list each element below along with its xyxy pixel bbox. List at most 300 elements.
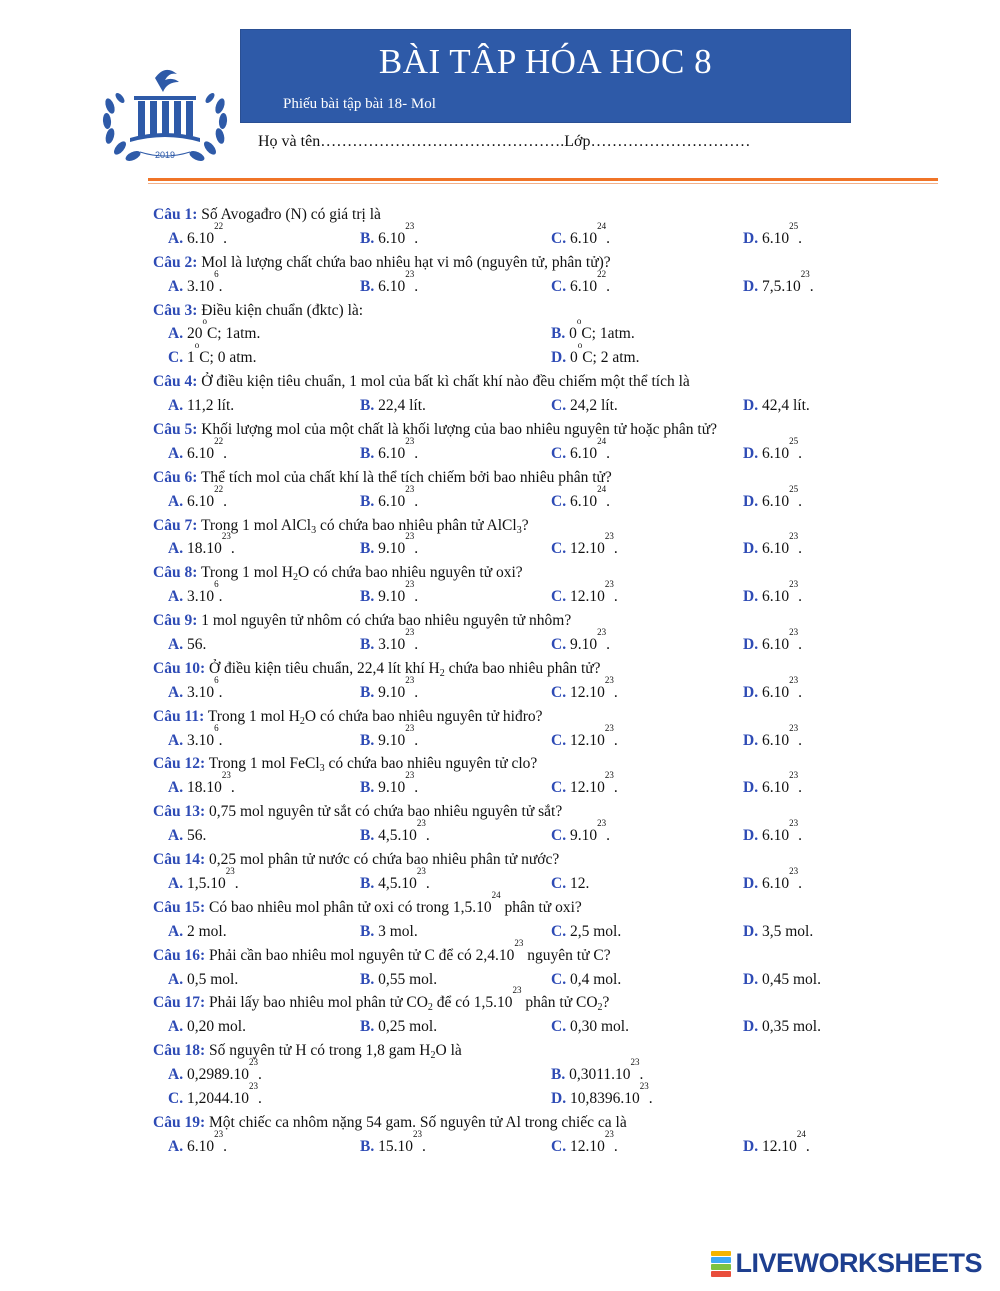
options-row bbox=[0, 1015, 1000, 1039]
answer-option[interactable] bbox=[743, 394, 810, 418]
options-row bbox=[0, 770, 1000, 800]
answer-option[interactable] bbox=[168, 770, 235, 800]
option-letter: D. bbox=[551, 349, 567, 367]
option-text: 2 mol. bbox=[183, 922, 227, 940]
school-logo bbox=[100, 66, 230, 166]
option-letter: A. bbox=[168, 397, 184, 415]
question-label: Câu 13: bbox=[153, 803, 206, 821]
answer-option[interactable] bbox=[743, 818, 802, 848]
page-title: BÀI TÂP HÓA HOC 8 bbox=[378, 42, 713, 81]
option-letter: A. bbox=[168, 588, 184, 606]
options-row bbox=[0, 268, 1000, 299]
answer-option[interactable] bbox=[743, 579, 802, 609]
option-letter: B. bbox=[360, 827, 375, 845]
question-16 bbox=[0, 937, 1000, 968]
option-text: 24,2 lít. bbox=[566, 397, 618, 415]
answer-option[interactable] bbox=[551, 579, 618, 609]
option-letter: C. bbox=[551, 492, 567, 510]
option-letter: B. bbox=[360, 683, 375, 701]
option-letter: A. bbox=[168, 229, 184, 247]
answer-option[interactable] bbox=[551, 340, 640, 370]
question-7 bbox=[0, 514, 1000, 538]
option-text: 6.10$^{23}$. bbox=[758, 770, 802, 797]
option-text: 6.10$^{22}$. bbox=[183, 435, 227, 462]
option-letter: B. bbox=[360, 779, 375, 797]
option-letter: B. bbox=[551, 1066, 566, 1084]
question-label: Câu 15: bbox=[153, 898, 206, 916]
option-letter: A. bbox=[168, 1018, 184, 1036]
option-text: 0$^o$C; 2 atm. bbox=[566, 340, 640, 367]
option-letter: C. bbox=[551, 779, 567, 797]
answer-option[interactable] bbox=[743, 674, 802, 705]
option-letter: B. bbox=[360, 731, 375, 749]
option-text: 6.10$^{23}$. bbox=[758, 531, 802, 558]
question-text: Trong 1 mol $H_2O$ có chứa bao nhiêu nguyên tử hiđro? bbox=[204, 707, 543, 727]
question-text: Điều kiện chuẩn (đktc) là: bbox=[197, 301, 364, 319]
option-letter: C. bbox=[551, 636, 567, 654]
question-17 bbox=[0, 985, 1000, 1015]
header-banner bbox=[240, 29, 851, 123]
answer-option[interactable] bbox=[743, 531, 802, 561]
option-letter: D. bbox=[743, 874, 759, 892]
question-label: Câu 9: bbox=[153, 612, 198, 630]
answer-option[interactable] bbox=[551, 872, 589, 896]
answer-option[interactable] bbox=[168, 316, 261, 346]
option-text: 9.10$^{23}$. bbox=[374, 579, 419, 606]
question-label: Câu 5: bbox=[153, 421, 198, 439]
options-row bbox=[0, 1128, 1000, 1159]
options-row bbox=[0, 483, 1000, 514]
option-text: 4,5.10$^{23}$. bbox=[374, 818, 430, 845]
option-text: 6.10$^{23}$. bbox=[758, 722, 802, 749]
option-letter: D. bbox=[743, 636, 759, 654]
option-text: 0,4 mol. bbox=[566, 970, 622, 988]
option-text: 6.10$^{23}$. bbox=[374, 435, 419, 462]
option-text: 6.10$^{23}$. bbox=[374, 483, 419, 510]
options-row bbox=[0, 220, 1000, 251]
liveworksheets-brand bbox=[711, 1248, 982, 1279]
option-text: 1$^o$C; 0 atm. bbox=[183, 340, 257, 367]
option-letter: B. bbox=[360, 397, 375, 415]
answer-option[interactable] bbox=[743, 865, 802, 896]
option-letter: C. bbox=[551, 588, 567, 606]
question-text: Phải lấy bao nhiêu mol phân tử $CO_2$ để có 1,5.10$^{23}$ phân tử $CO_2$? bbox=[205, 985, 610, 1014]
answer-option[interactable] bbox=[360, 722, 419, 753]
question-text: Trong 1 mol $H_2O$ có chứa bao nhiêu nguyên tử oxi? bbox=[197, 564, 523, 584]
question-13 bbox=[0, 800, 1000, 824]
answer-option[interactable] bbox=[168, 435, 227, 466]
option-text: 3.10$^{23}$. bbox=[374, 627, 419, 654]
answer-option[interactable] bbox=[743, 770, 802, 800]
option-text: 6.10$^{23}$. bbox=[758, 674, 802, 701]
answer-option[interactable] bbox=[360, 1128, 426, 1159]
answer-option[interactable] bbox=[168, 1128, 227, 1159]
answer-option[interactable] bbox=[360, 968, 437, 992]
option-text: 0,3011.10$^{23}$. bbox=[565, 1057, 644, 1084]
option-letter: A. bbox=[168, 827, 184, 845]
option-letter: D. bbox=[743, 827, 759, 845]
answer-option[interactable] bbox=[551, 818, 610, 848]
question-18 bbox=[0, 1039, 1000, 1063]
option-letter: D. bbox=[743, 444, 759, 462]
option-text: 3.10$^6$. bbox=[183, 268, 223, 295]
question-text: Phải cần bao nhiêu mol nguyên tử C để có 2,4.10$^{23}$ nguyên tử C? bbox=[205, 937, 611, 964]
option-letter: A. bbox=[168, 779, 184, 797]
option-text: 3.10$^6$. bbox=[183, 722, 223, 749]
question-text: Một chiếc ca nhôm nặng 54 gam. Số nguyên tử Al trong chiếc ca là bbox=[205, 1113, 627, 1131]
options-row bbox=[0, 968, 1000, 992]
option-letter: B. bbox=[551, 325, 566, 343]
option-letter: B. bbox=[360, 277, 375, 295]
question-label: Câu 17: bbox=[153, 994, 206, 1012]
answer-option[interactable] bbox=[360, 920, 418, 944]
answer-option[interactable] bbox=[551, 394, 618, 418]
option-text: 6.10$^{24}$. bbox=[566, 435, 610, 462]
answer-option[interactable] bbox=[168, 1057, 262, 1087]
question-19 bbox=[0, 1111, 1000, 1135]
option-letter: B. bbox=[360, 636, 375, 654]
answer-option[interactable] bbox=[360, 394, 426, 418]
options-row bbox=[0, 340, 1000, 370]
name-class-line: Họ và tên……………………………………….Lớp………………………… bbox=[258, 133, 751, 150]
question-label: Câu 8: bbox=[153, 564, 198, 582]
options-row bbox=[0, 674, 1000, 705]
option-letter: C. bbox=[551, 683, 567, 701]
option-letter: C. bbox=[551, 922, 567, 940]
answer-option[interactable] bbox=[360, 1015, 437, 1039]
options-row bbox=[0, 722, 1000, 753]
question-text: Trong 1 mol FeCl$_3$ có chứa bao nhiêu nguyên tử clo? bbox=[205, 755, 538, 775]
answer-option[interactable] bbox=[743, 1128, 810, 1159]
question-text: Có bao nhiêu mol phân tử oxi có trong 1,5.10$^{24}$ phân tử oxi? bbox=[205, 889, 582, 916]
answer-option[interactable] bbox=[551, 531, 618, 561]
options-row bbox=[0, 435, 1000, 466]
answer-option[interactable] bbox=[551, 435, 610, 466]
option-text: 2,5 mol. bbox=[566, 922, 622, 940]
option-letter: D. bbox=[743, 1018, 759, 1036]
answer-option[interactable] bbox=[168, 268, 223, 299]
question-4 bbox=[0, 370, 1000, 394]
question-8 bbox=[0, 561, 1000, 585]
option-text: 12.10$^{23}$. bbox=[566, 1128, 618, 1155]
option-letter: A. bbox=[168, 325, 184, 343]
option-letter: A. bbox=[168, 1066, 184, 1084]
option-letter: A. bbox=[168, 636, 184, 654]
answer-option[interactable] bbox=[551, 1015, 629, 1039]
question-text: Ở điều kiện tiêu chuẩn, 1 mol của bất kì chất khí nào đều chiếm một thể tích là bbox=[197, 373, 690, 391]
options-row bbox=[0, 531, 1000, 561]
options-row bbox=[0, 1057, 1000, 1087]
option-letter: B. bbox=[360, 970, 375, 988]
option-letter: B. bbox=[360, 492, 375, 510]
answer-option[interactable] bbox=[168, 220, 227, 251]
option-letter: D. bbox=[743, 229, 759, 247]
option-text: 20$^o$C; 1atm. bbox=[183, 316, 261, 343]
option-letter: C. bbox=[168, 1089, 184, 1107]
option-text: 11,2 lít. bbox=[183, 397, 235, 415]
option-letter: A. bbox=[168, 922, 184, 940]
answer-option[interactable] bbox=[168, 968, 238, 992]
option-text: 6.10$^{23}$. bbox=[758, 627, 802, 654]
options-row bbox=[0, 579, 1000, 609]
answer-option[interactable] bbox=[360, 483, 419, 514]
option-text: 6.10$^{22}$. bbox=[566, 268, 610, 295]
question-text: Trong 1 mol AlCl$_3$ có chứa bao nhiêu phân tử AlCl$_3$? bbox=[197, 516, 529, 536]
divider-line bbox=[148, 178, 938, 181]
option-text: 3,5 mol. bbox=[758, 922, 814, 940]
option-text: 6.10$^{22}$. bbox=[183, 483, 227, 510]
question-text: Số nguyên tử H có trong 1,8 gam $H_2O$ là bbox=[205, 1042, 462, 1062]
option-text: 0,35 mol. bbox=[758, 1018, 821, 1036]
question-list bbox=[0, 203, 1000, 1159]
option-letter: C. bbox=[551, 731, 567, 749]
option-text: 12.10$^{23}$. bbox=[566, 531, 618, 558]
answer-option[interactable] bbox=[551, 1057, 644, 1087]
option-letter: A. bbox=[168, 277, 184, 295]
option-text: 6.10$^{25}$. bbox=[758, 220, 802, 247]
answer-option[interactable] bbox=[360, 818, 430, 848]
option-text: 18.10$^{23}$. bbox=[183, 770, 235, 797]
answer-option[interactable] bbox=[360, 220, 419, 251]
question-label: Câu 3: bbox=[153, 301, 198, 319]
option-text: 1,2044.10$^{23}$. bbox=[183, 1080, 262, 1107]
question-text: 0,75 mol nguyên tử sắt có chứa bao nhiêu nguyên tử sắt? bbox=[205, 803, 563, 821]
answer-option[interactable] bbox=[168, 394, 234, 418]
answer-option[interactable] bbox=[360, 674, 419, 705]
option-text: 0,55 mol. bbox=[374, 970, 438, 988]
option-text: 56. bbox=[183, 636, 207, 654]
answer-option[interactable] bbox=[360, 531, 419, 561]
question-label: Câu 6: bbox=[153, 468, 198, 486]
option-text: 6.10$^{23}$. bbox=[758, 579, 802, 606]
question-label: Câu 7: bbox=[153, 516, 198, 534]
option-letter: B. bbox=[360, 540, 375, 558]
option-letter: A. bbox=[168, 1137, 184, 1155]
options-row bbox=[0, 316, 1000, 346]
option-letter: D. bbox=[743, 397, 759, 415]
answer-option[interactable] bbox=[743, 627, 802, 657]
option-text: 18.10$^{23}$. bbox=[183, 531, 235, 558]
question-5 bbox=[0, 418, 1000, 442]
option-text: 9.10$^{23}$. bbox=[374, 674, 419, 701]
question-15 bbox=[0, 889, 1000, 920]
question-9 bbox=[0, 609, 1000, 633]
option-letter: D. bbox=[743, 588, 759, 606]
page-subtitle: Phiếu bài tập bài 18- Mol bbox=[283, 96, 436, 112]
option-text: 6.10$^{23}$. bbox=[374, 220, 419, 247]
option-text: 6.10$^{23}$. bbox=[758, 865, 802, 892]
liveworksheets-logo-icon bbox=[711, 1251, 731, 1277]
question-11 bbox=[0, 705, 1000, 729]
answer-option[interactable] bbox=[360, 268, 419, 299]
option-letter: A. bbox=[168, 970, 184, 988]
answer-option[interactable] bbox=[168, 1015, 246, 1039]
answer-option[interactable] bbox=[551, 1080, 653, 1111]
option-text: 12.10$^{23}$. bbox=[566, 579, 618, 606]
answer-option[interactable] bbox=[168, 824, 206, 848]
option-text: 1,5.10$^{23}$. bbox=[183, 865, 239, 892]
answer-option[interactable] bbox=[168, 579, 223, 609]
question-14 bbox=[0, 848, 1000, 872]
answer-option[interactable] bbox=[551, 770, 618, 800]
answer-option[interactable] bbox=[360, 865, 430, 896]
option-text: 6.10$^{24}$. bbox=[566, 483, 610, 510]
answer-option[interactable] bbox=[743, 722, 802, 753]
question-label: Câu 19: bbox=[153, 1113, 206, 1131]
answer-option[interactable] bbox=[360, 579, 419, 609]
question-label: Câu 10: bbox=[153, 659, 206, 677]
option-text: 0$^o$C; 1atm. bbox=[565, 316, 635, 343]
answer-option[interactable] bbox=[168, 1080, 262, 1111]
question-12 bbox=[0, 752, 1000, 776]
option-letter: A. bbox=[168, 874, 184, 892]
question-label: Câu 4: bbox=[153, 373, 198, 391]
option-text: 0,30 mol. bbox=[566, 1018, 629, 1036]
option-letter: C. bbox=[551, 277, 567, 295]
option-letter: A. bbox=[168, 731, 184, 749]
answer-option[interactable] bbox=[551, 722, 618, 753]
options-row bbox=[0, 394, 1000, 418]
option-text: 3.10$^6$. bbox=[183, 579, 223, 606]
question-10 bbox=[0, 657, 1000, 681]
answer-option[interactable] bbox=[168, 920, 227, 944]
option-letter: C. bbox=[551, 444, 567, 462]
answer-option[interactable] bbox=[551, 220, 610, 251]
option-letter: B. bbox=[360, 588, 375, 606]
option-text: 0,25 mol. bbox=[374, 1018, 438, 1036]
answer-option[interactable] bbox=[360, 627, 419, 657]
option-letter: C. bbox=[551, 970, 567, 988]
answer-option[interactable] bbox=[168, 633, 206, 657]
question-text: Thể tích mol của chất khí là thể tích chiếm bởi bao nhiêu phân tử? bbox=[197, 468, 612, 486]
logo-year: 2019 bbox=[154, 150, 176, 160]
option-text: 6.10$^{23}$. bbox=[183, 1128, 227, 1155]
option-letter: A. bbox=[168, 683, 184, 701]
answer-option[interactable] bbox=[551, 1128, 618, 1159]
option-letter: A. bbox=[168, 540, 184, 558]
option-text: 9.10$^{23}$. bbox=[566, 627, 610, 654]
answer-option[interactable] bbox=[743, 435, 802, 466]
option-letter: D. bbox=[743, 731, 759, 749]
question-text: 0,25 mol phân tử nước có chứa bao nhiêu phân tử nước? bbox=[205, 851, 560, 869]
option-letter: D. bbox=[743, 683, 759, 701]
option-letter: B. bbox=[360, 922, 375, 940]
option-text: 22,4 lít. bbox=[374, 397, 426, 415]
answer-option[interactable] bbox=[168, 340, 257, 370]
answer-option[interactable] bbox=[743, 483, 802, 514]
question-3 bbox=[0, 299, 1000, 323]
answer-option[interactable] bbox=[168, 674, 223, 705]
option-text: 6.10$^{25}$. bbox=[758, 483, 802, 510]
answer-option[interactable] bbox=[551, 316, 635, 346]
option-letter: B. bbox=[360, 874, 375, 892]
option-text: 56. bbox=[183, 827, 207, 845]
question-text: Mol là lượng chất chứa bao nhiêu hạt vi mô (nguyên tử, phân tử)? bbox=[197, 253, 611, 271]
option-text: 12.10$^{23}$. bbox=[566, 770, 618, 797]
option-letter: D. bbox=[743, 922, 759, 940]
option-letter: C. bbox=[168, 349, 184, 367]
option-text: 3.10$^6$. bbox=[183, 674, 223, 701]
answer-option[interactable] bbox=[551, 968, 621, 992]
answer-option[interactable] bbox=[551, 268, 610, 299]
option-text: 15.10$^{23}$. bbox=[374, 1128, 426, 1155]
question-text: Số Avogađro (N) có giá trị là bbox=[197, 206, 381, 223]
answer-option[interactable] bbox=[360, 770, 419, 800]
answer-option[interactable] bbox=[168, 722, 223, 753]
option-letter: C. bbox=[551, 1137, 567, 1155]
option-letter: B. bbox=[360, 229, 375, 247]
option-text: 6.10$^{23}$. bbox=[758, 818, 802, 845]
option-letter: C. bbox=[551, 874, 567, 892]
option-text: 6.10$^{22}$. bbox=[183, 220, 227, 247]
option-text: 42,4 lít. bbox=[758, 397, 810, 415]
option-text: 0,20 mol. bbox=[183, 1018, 246, 1036]
answer-option[interactable] bbox=[360, 435, 419, 466]
answer-option[interactable] bbox=[743, 268, 814, 299]
option-letter: D. bbox=[551, 1089, 567, 1107]
option-letter: D. bbox=[743, 779, 759, 797]
question-text: Ở điều kiện tiêu chuẩn, 22,4 lít khí $H_2$ chứa bao nhiêu phân tử? bbox=[205, 659, 601, 679]
option-text: 6.10$^{24}$. bbox=[566, 220, 610, 247]
answer-option[interactable] bbox=[168, 865, 239, 896]
question-label: Câu 18: bbox=[153, 1042, 206, 1060]
option-text: 4,5.10$^{23}$. bbox=[374, 865, 430, 892]
option-letter: D. bbox=[743, 540, 759, 558]
question-label: Câu 14: bbox=[153, 851, 206, 869]
option-text: 12. bbox=[566, 874, 590, 892]
question-1 bbox=[0, 203, 1000, 227]
option-letter: C. bbox=[551, 540, 567, 558]
answer-option[interactable] bbox=[168, 531, 235, 561]
option-letter: B. bbox=[360, 1137, 375, 1155]
answer-option[interactable] bbox=[743, 968, 821, 992]
option-text: 6.10$^{23}$. bbox=[374, 268, 419, 295]
option-text: 10,8396.10$^{23}$. bbox=[566, 1080, 653, 1107]
option-text: 9.10$^{23}$. bbox=[374, 531, 419, 558]
question-text: 1 mol nguyên tử nhôm có chứa bao nhiêu nguyên tử nhôm? bbox=[197, 612, 572, 630]
answer-option[interactable] bbox=[551, 920, 621, 944]
option-letter: C. bbox=[551, 229, 567, 247]
option-letter: D. bbox=[743, 492, 759, 510]
answer-option[interactable] bbox=[551, 483, 610, 514]
answer-option[interactable] bbox=[551, 674, 618, 705]
answer-option[interactable] bbox=[168, 483, 227, 514]
option-letter: D. bbox=[743, 1137, 759, 1155]
option-text: 0,2989.10$^{23}$. bbox=[183, 1057, 262, 1084]
option-letter: D. bbox=[743, 277, 759, 295]
question-label: Câu 12: bbox=[153, 755, 206, 773]
question-text: Khối lượng mol của một chất là khối lượng của bao nhiêu nguyên tử hoặc phân tử? bbox=[197, 421, 717, 439]
answer-option[interactable] bbox=[551, 627, 610, 657]
option-letter: B. bbox=[360, 1018, 375, 1036]
option-text: 12.10$^{23}$. bbox=[566, 674, 618, 701]
question-label: Câu 16: bbox=[153, 946, 206, 964]
options-row bbox=[0, 1080, 1000, 1111]
option-letter: D. bbox=[743, 970, 759, 988]
option-text: 9.10$^{23}$. bbox=[374, 770, 419, 797]
options-row bbox=[0, 920, 1000, 944]
option-letter: B. bbox=[360, 444, 375, 462]
option-letter: A. bbox=[168, 444, 184, 462]
option-text: 12.10$^{24}$. bbox=[758, 1128, 810, 1155]
option-text: 3 mol. bbox=[374, 922, 418, 940]
option-text: 9.10$^{23}$. bbox=[566, 818, 610, 845]
options-row bbox=[0, 818, 1000, 848]
answer-option[interactable] bbox=[743, 220, 802, 251]
answer-option[interactable] bbox=[743, 1015, 821, 1039]
answer-option[interactable] bbox=[743, 920, 813, 944]
brand-text: LIVEWORKSHEETS bbox=[735, 1248, 982, 1278]
